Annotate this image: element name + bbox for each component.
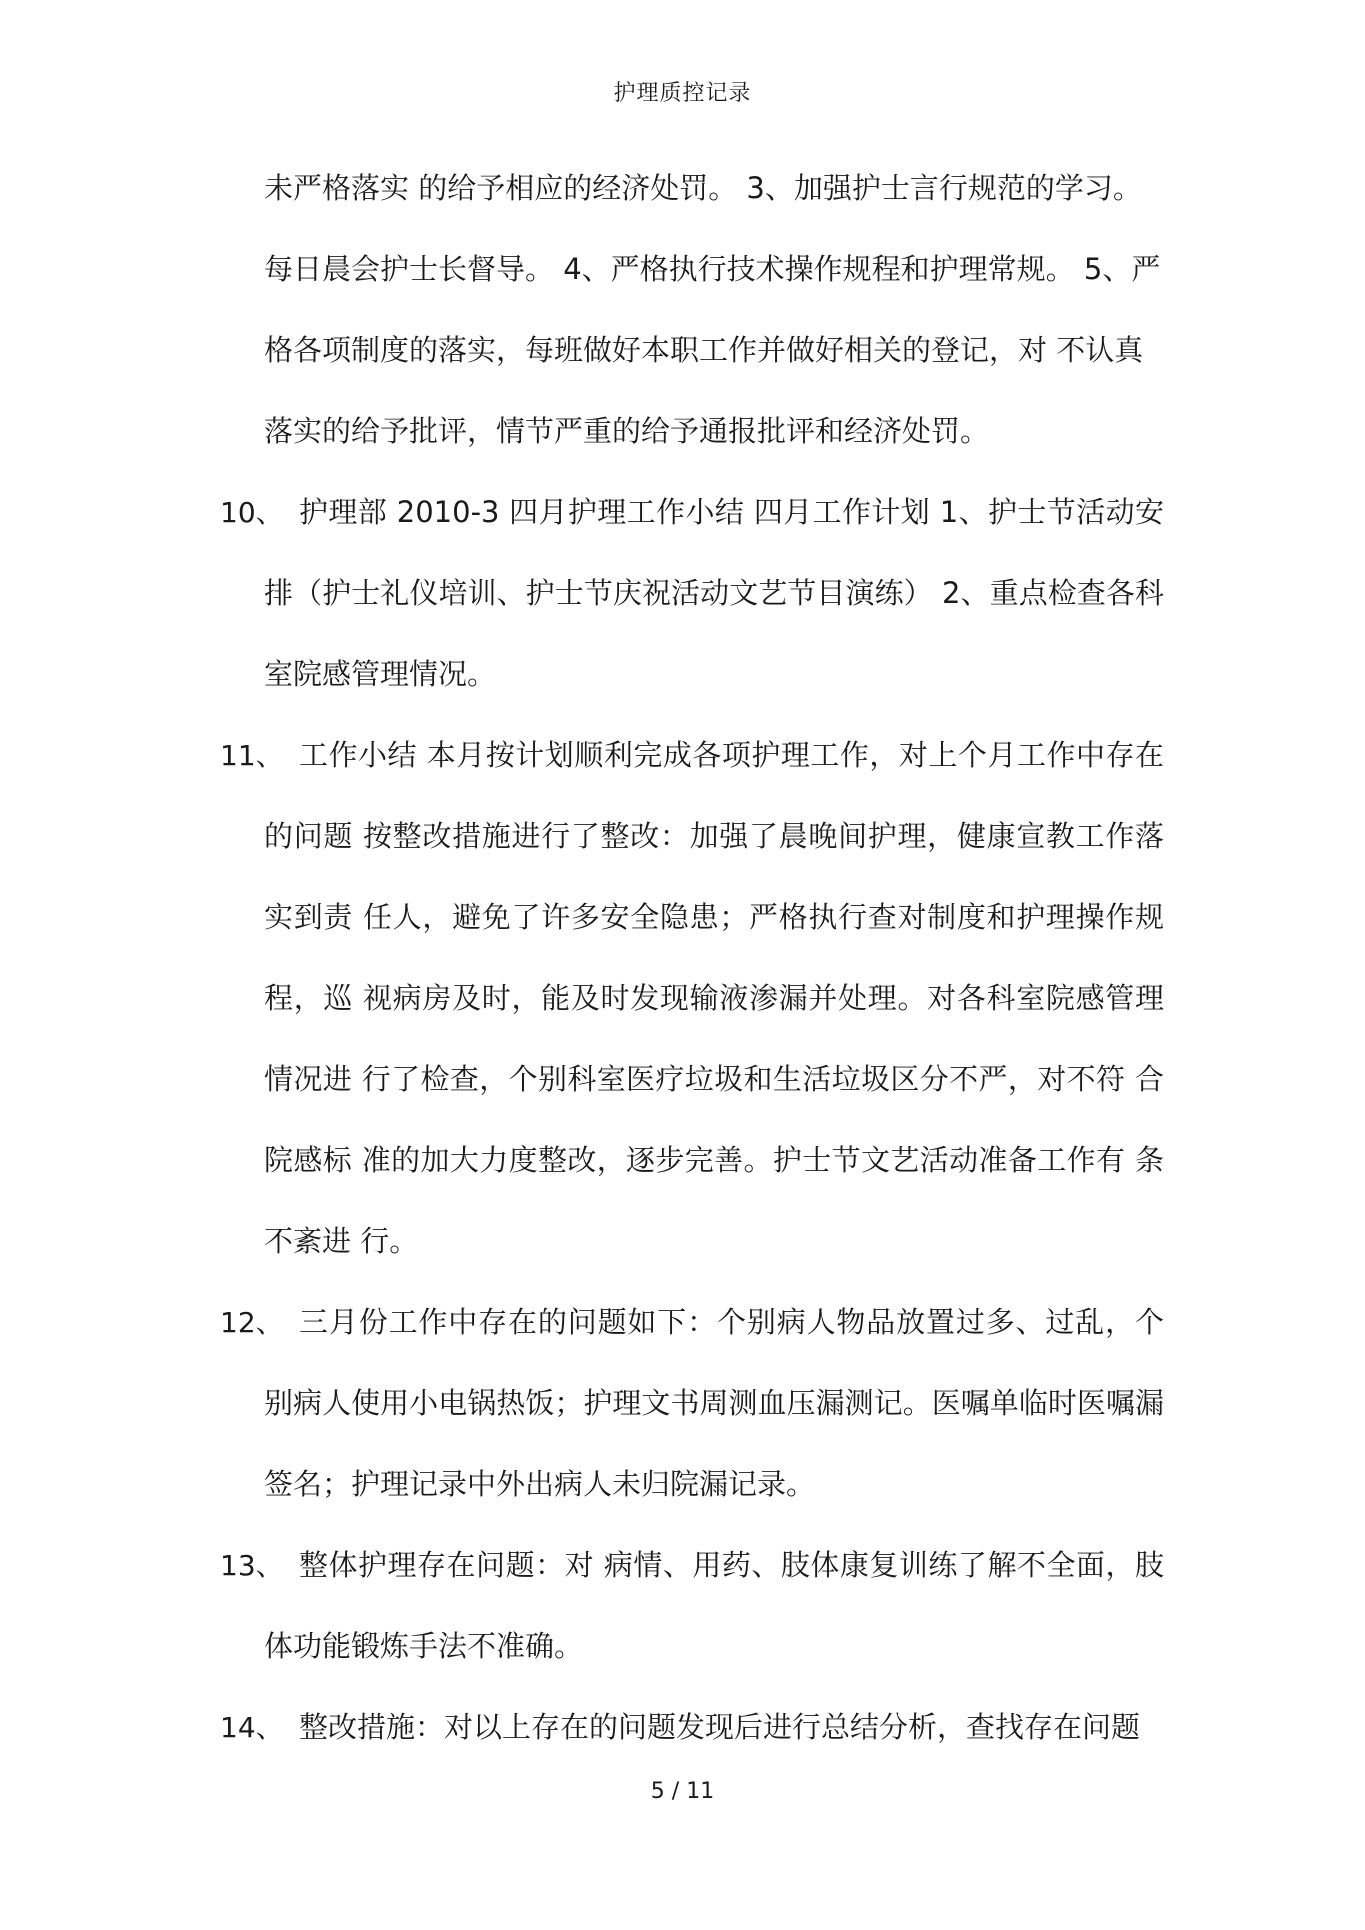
item-text: 工作小结 本月按计划顺利完成各项护理工作，对上个月工作中存在的问题 按整改措施进行了整改：加强了晨晚间护理，健康宣教工作落实到责 任人，避免了许多安全隐患；严格执行查对制度和护理操作规程，巡 视病房及时，能及时发现输液渗漏并处理。对各科室院感管理情况进 行了检查，个别科室医疗垃圾和生活垃圾区分不严，对不符 合院感标 准的加大力度整改，逐步完善。护士节文艺活动准备工作有 条不紊进 行。 <box>264 738 1164 1258</box>
page-footer <box>0 1775 1365 1804</box>
item-number: 14、 <box>220 1711 284 1744</box>
item-text: 整改措施：对以上存在的问题发现后进行总结分析，查找存在问题 <box>299 1710 1141 1744</box>
item-text: 三月份工作中存在的问题如下：个别病人物品放置过多、过乱，个 别病人使用小电锅热饭；护理文书周测血压漏测记。医嘱单临时医嘱漏签名；护理记录中外出病人未归院漏记录。 <box>264 1305 1164 1501</box>
item-text: 护理部 2010-3 四月护理工作小结 四月工作计划 1、护士节活动安排（护士礼仪培训、护士节庆祝活动文艺节目演练） 2、重点检查各科室院感管理情况。 <box>264 495 1164 691</box>
page-title: 护理质控记录 <box>613 81 752 106</box>
page-header <box>0 76 1365 107</box>
continuation-paragraph: 未严格落实 的给予相应的经济处罚。 3、加强护士言行规范的学习。 每日晨会护士长督导。 4、严格执行技术操作规程和护理常规。 5、严格各项制度的落实，每班做好本职工作并做好相关的登记，对 不认真落实的给予批评，情节严重的给予通报批评和经济处罚。 <box>264 171 1161 448</box>
item-number: 11、 <box>220 739 284 772</box>
item-number: 10、 <box>220 496 284 529</box>
item-number: 13、 <box>220 1549 284 1582</box>
page-number: 5 / 11 <box>650 1779 715 1804</box>
item-text: 整体护理存在问题：对 病情、用药、肢体康复训练了解不全面，肢体功能锻炼手法不准确。 <box>264 1548 1164 1663</box>
item-number: 12、 <box>220 1306 284 1339</box>
